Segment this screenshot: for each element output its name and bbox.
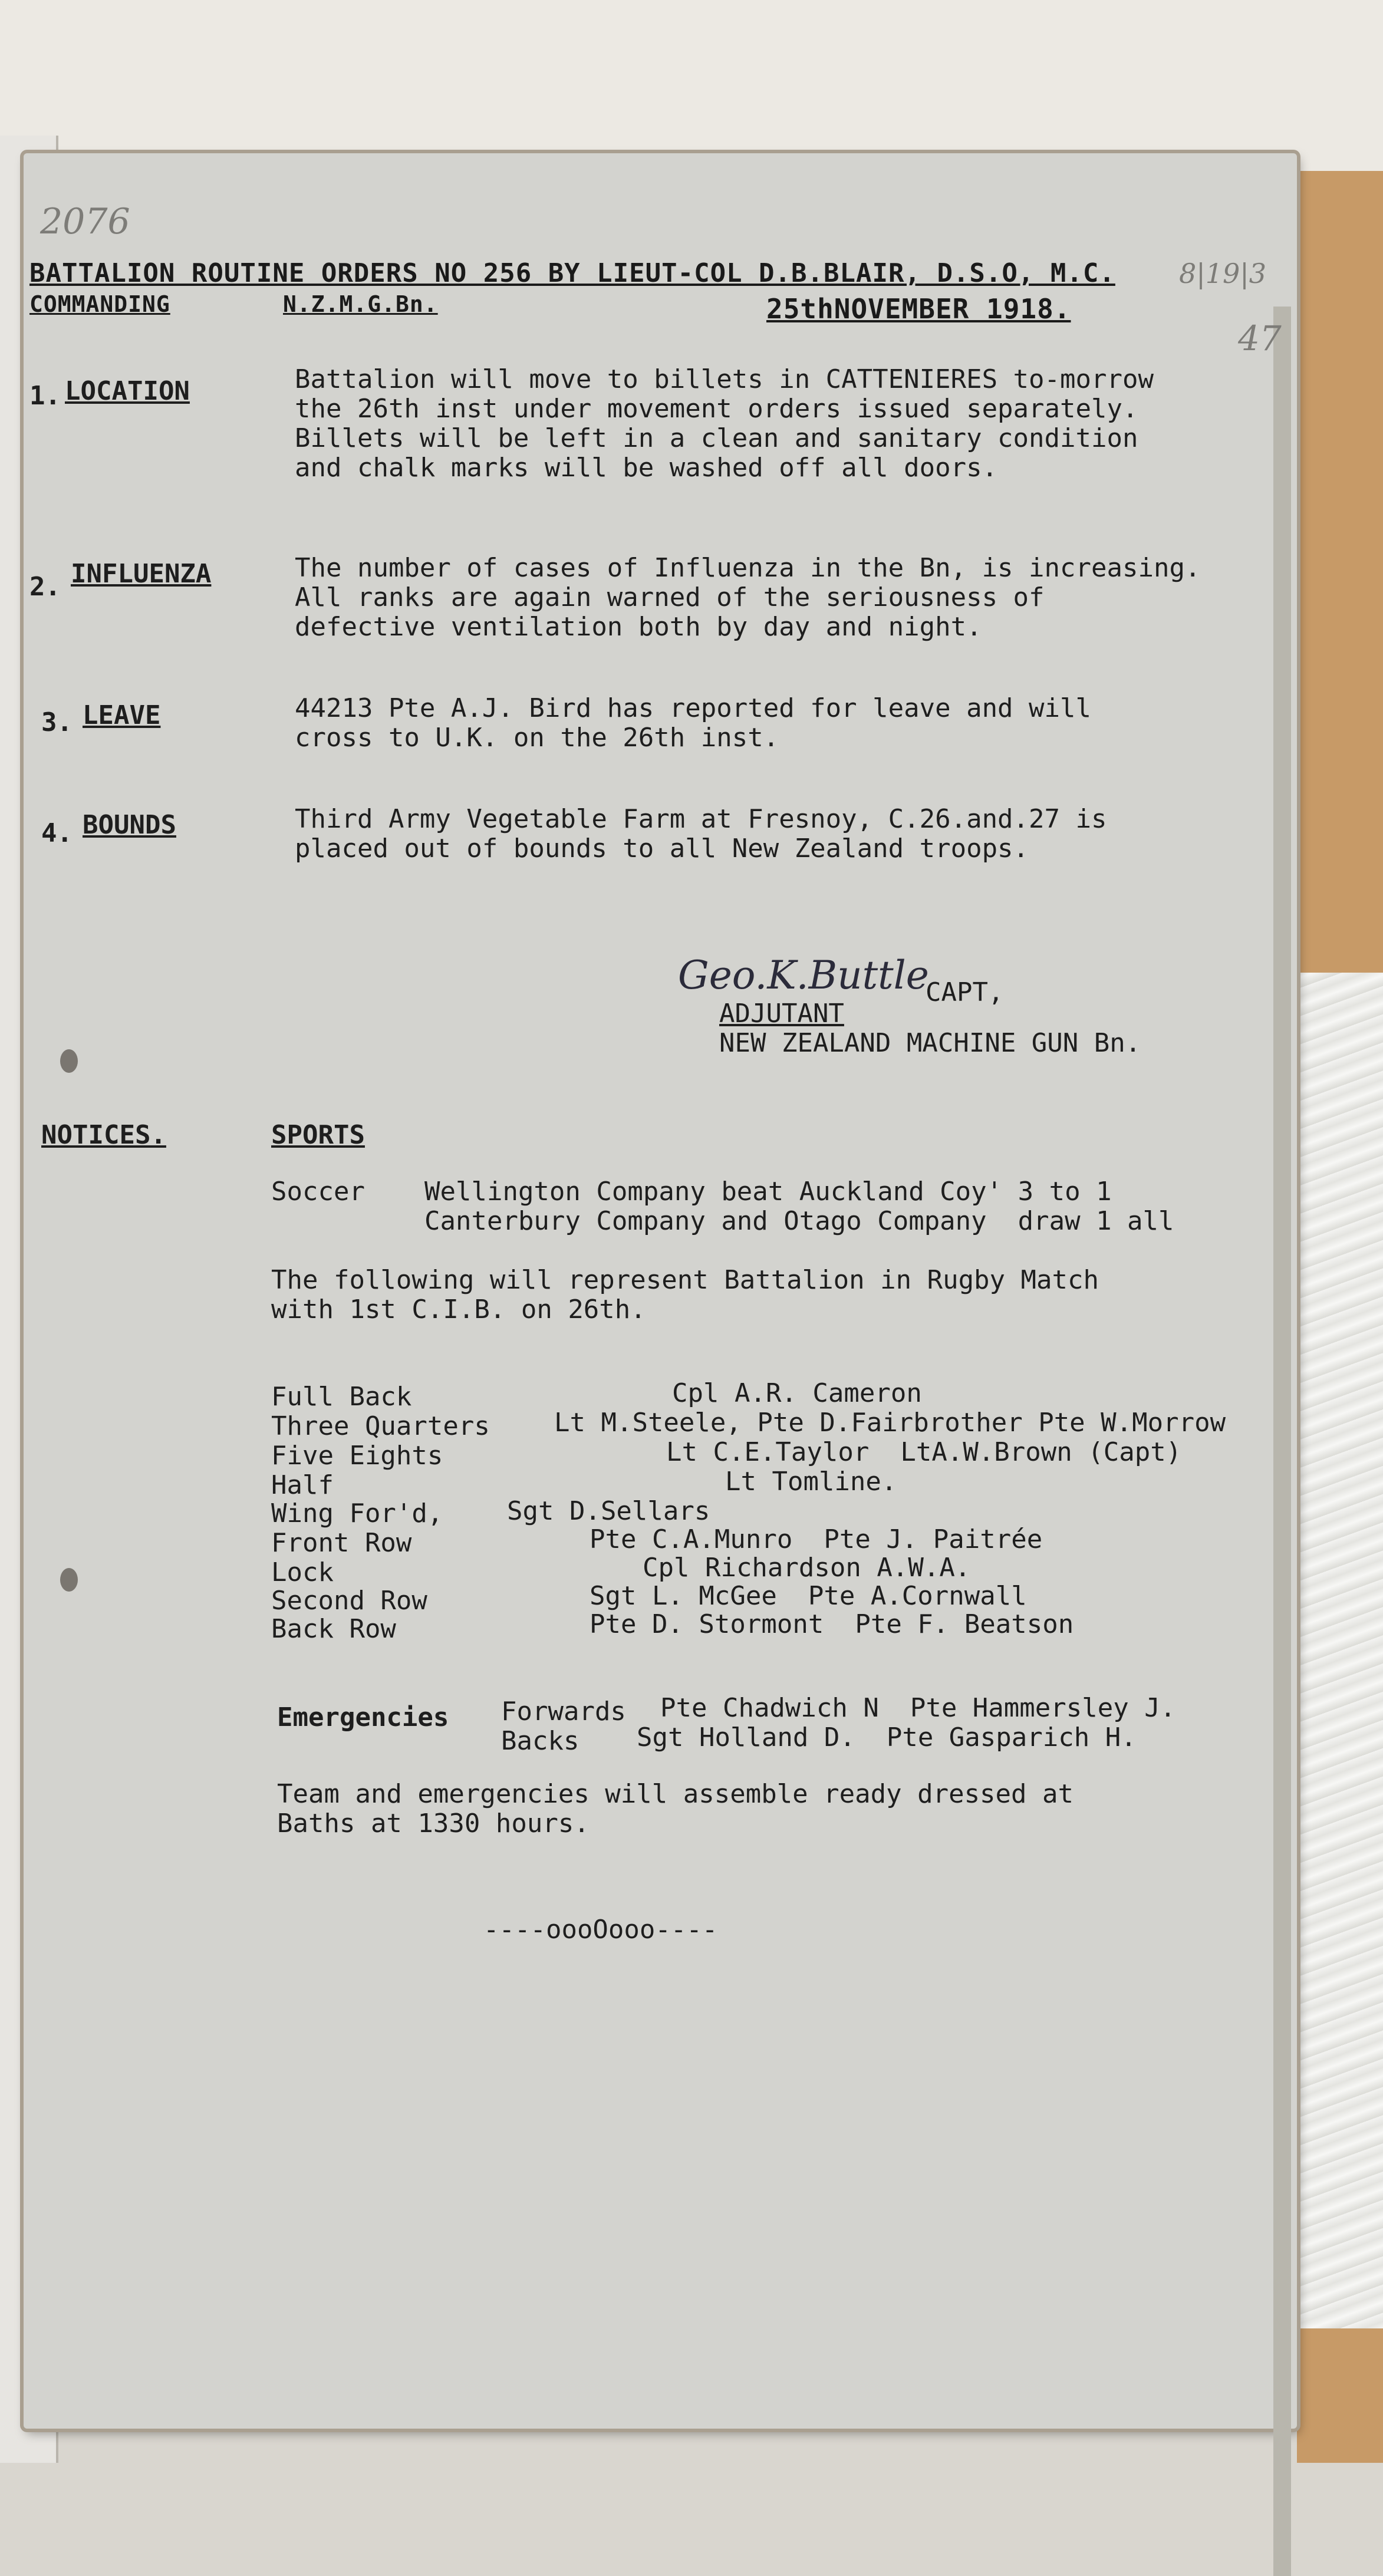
team-position: Half bbox=[271, 1470, 334, 1500]
emergency-group: Backs bbox=[501, 1726, 579, 1756]
header-commanding: COMMANDING bbox=[29, 291, 170, 317]
soccer-result: Canterbury Company and Otago Company draw 1 all bbox=[424, 1206, 1174, 1236]
order-line: The number of cases of Influenza in the Bn, is increasing. bbox=[295, 553, 1201, 583]
desk-background bbox=[0, 0, 1383, 177]
team-position: Five Eights bbox=[271, 1441, 443, 1471]
order-line: and chalk marks will be washed off all doors. bbox=[295, 453, 998, 483]
order-line: All ranks are again warned of the seriousness of bbox=[295, 582, 1045, 612]
team-players: Lt M.Steele, Pte D.Fairbrother Pte W.Morrow bbox=[554, 1408, 1226, 1438]
team-players: Pte D. Stormont Pte F. Beatson bbox=[590, 1609, 1074, 1639]
document-page bbox=[24, 153, 1297, 2429]
end-mark: ----oooOooo---- bbox=[483, 1915, 718, 1945]
order-number: 1. bbox=[29, 381, 61, 411]
rugby-intro: with 1st C.I.B. on 26th. bbox=[271, 1294, 646, 1325]
folio-number: 47 bbox=[1238, 318, 1282, 358]
order-title: LOCATION bbox=[65, 376, 190, 406]
team-players: Cpl A.R. Cameron bbox=[672, 1378, 922, 1408]
emergencies-label: Emergencies bbox=[277, 1702, 449, 1732]
signature-rank: CAPT, bbox=[926, 977, 1004, 1007]
order-line: Battalion will move to billets in CATTENIERES to-morrow bbox=[295, 364, 1154, 394]
team-position: Back Row bbox=[271, 1614, 396, 1644]
signature-unit: NEW ZEALAND MACHINE GUN Bn. bbox=[719, 1028, 1141, 1058]
emergency-group: Forwards bbox=[501, 1697, 626, 1727]
order-title: LEAVE bbox=[83, 700, 161, 730]
team-position: Three Quarters bbox=[271, 1411, 490, 1441]
order-line: the 26th inst under movement orders issued separately. bbox=[295, 394, 1138, 424]
team-players: Cpl Richardson A.W.A. bbox=[643, 1553, 971, 1583]
team-position: Lock bbox=[271, 1557, 334, 1587]
order-line: defective ventilation both by day and night. bbox=[295, 612, 982, 642]
rugby-intro: The following will represent Battalion in Rugby Match bbox=[271, 1265, 1099, 1295]
header-unit: N.Z.M.G.Bn. bbox=[283, 291, 438, 317]
order-line: Third Army Vegetable Farm at Fresnoy, C.26.and.27 is bbox=[295, 804, 1107, 834]
pencil-page-number: 2076 bbox=[40, 201, 130, 242]
emergency-names: Pte Chadwich N Pte Hammersley J. bbox=[660, 1693, 1176, 1723]
order-line: cross to U.K. on the 26th inst. bbox=[295, 723, 779, 753]
assemble-line: Baths at 1330 hours. bbox=[277, 1809, 590, 1839]
notices-label: NOTICES. bbox=[41, 1120, 166, 1150]
order-line: placed out of bounds to all New Zealand troops. bbox=[295, 834, 1029, 864]
punch-hole bbox=[60, 1049, 78, 1073]
team-position: Front Row bbox=[271, 1528, 412, 1558]
assemble-line: Team and emergencies will assemble ready dressed at bbox=[277, 1779, 1074, 1809]
team-players: Sgt L. McGee Pte A.Cornwall bbox=[590, 1581, 1027, 1611]
order-header-title: BATTALION ROUTINE ORDERS NO 256 BY LIEUT-COL D.B.BLAIR, D.S.O, M.C. bbox=[29, 258, 1115, 288]
order-line: Billets will be left in a clean and sanitary condition bbox=[295, 423, 1138, 453]
handwritten-signature: Geo.K.Buttle bbox=[678, 953, 929, 998]
order-number: 2. bbox=[29, 572, 61, 602]
punch-hole bbox=[60, 1568, 78, 1592]
team-position: Second Row bbox=[271, 1586, 427, 1616]
order-title: INFLUENZA bbox=[71, 559, 212, 589]
team-players: Lt C.E.Taylor LtA.W.Brown (Capt) bbox=[666, 1437, 1182, 1467]
page-edge-shadow bbox=[1273, 307, 1291, 2576]
team-position: Wing For'd, bbox=[271, 1498, 443, 1529]
order-line: 44213 Pte A.J. Bird has reported for leave and will bbox=[295, 693, 1092, 723]
team-position: Full Back bbox=[271, 1382, 412, 1412]
team-players: Pte C.A.Munro Pte J. Paitrée bbox=[590, 1524, 1043, 1554]
order-title: BOUNDS bbox=[83, 810, 176, 840]
margin-note: 8|19|3 bbox=[1179, 258, 1267, 289]
signature-role: ADJUTANT bbox=[719, 999, 844, 1029]
team-players: Lt Tomline. bbox=[725, 1467, 897, 1497]
sports-title: SPORTS bbox=[271, 1120, 365, 1150]
emergency-names: Sgt Holland D. Pte Gasparich H. bbox=[637, 1722, 1137, 1753]
team-players: Sgt D.Sellars bbox=[507, 1496, 710, 1526]
soccer-result: Wellington Company beat Auckland Coy' 3 to 1 bbox=[424, 1177, 1112, 1207]
header-date: 25thNOVEMBER 1918. bbox=[766, 293, 1071, 325]
soccer-label: Soccer bbox=[271, 1177, 365, 1207]
order-number: 3. bbox=[41, 707, 73, 737]
order-number: 4. bbox=[41, 818, 73, 848]
